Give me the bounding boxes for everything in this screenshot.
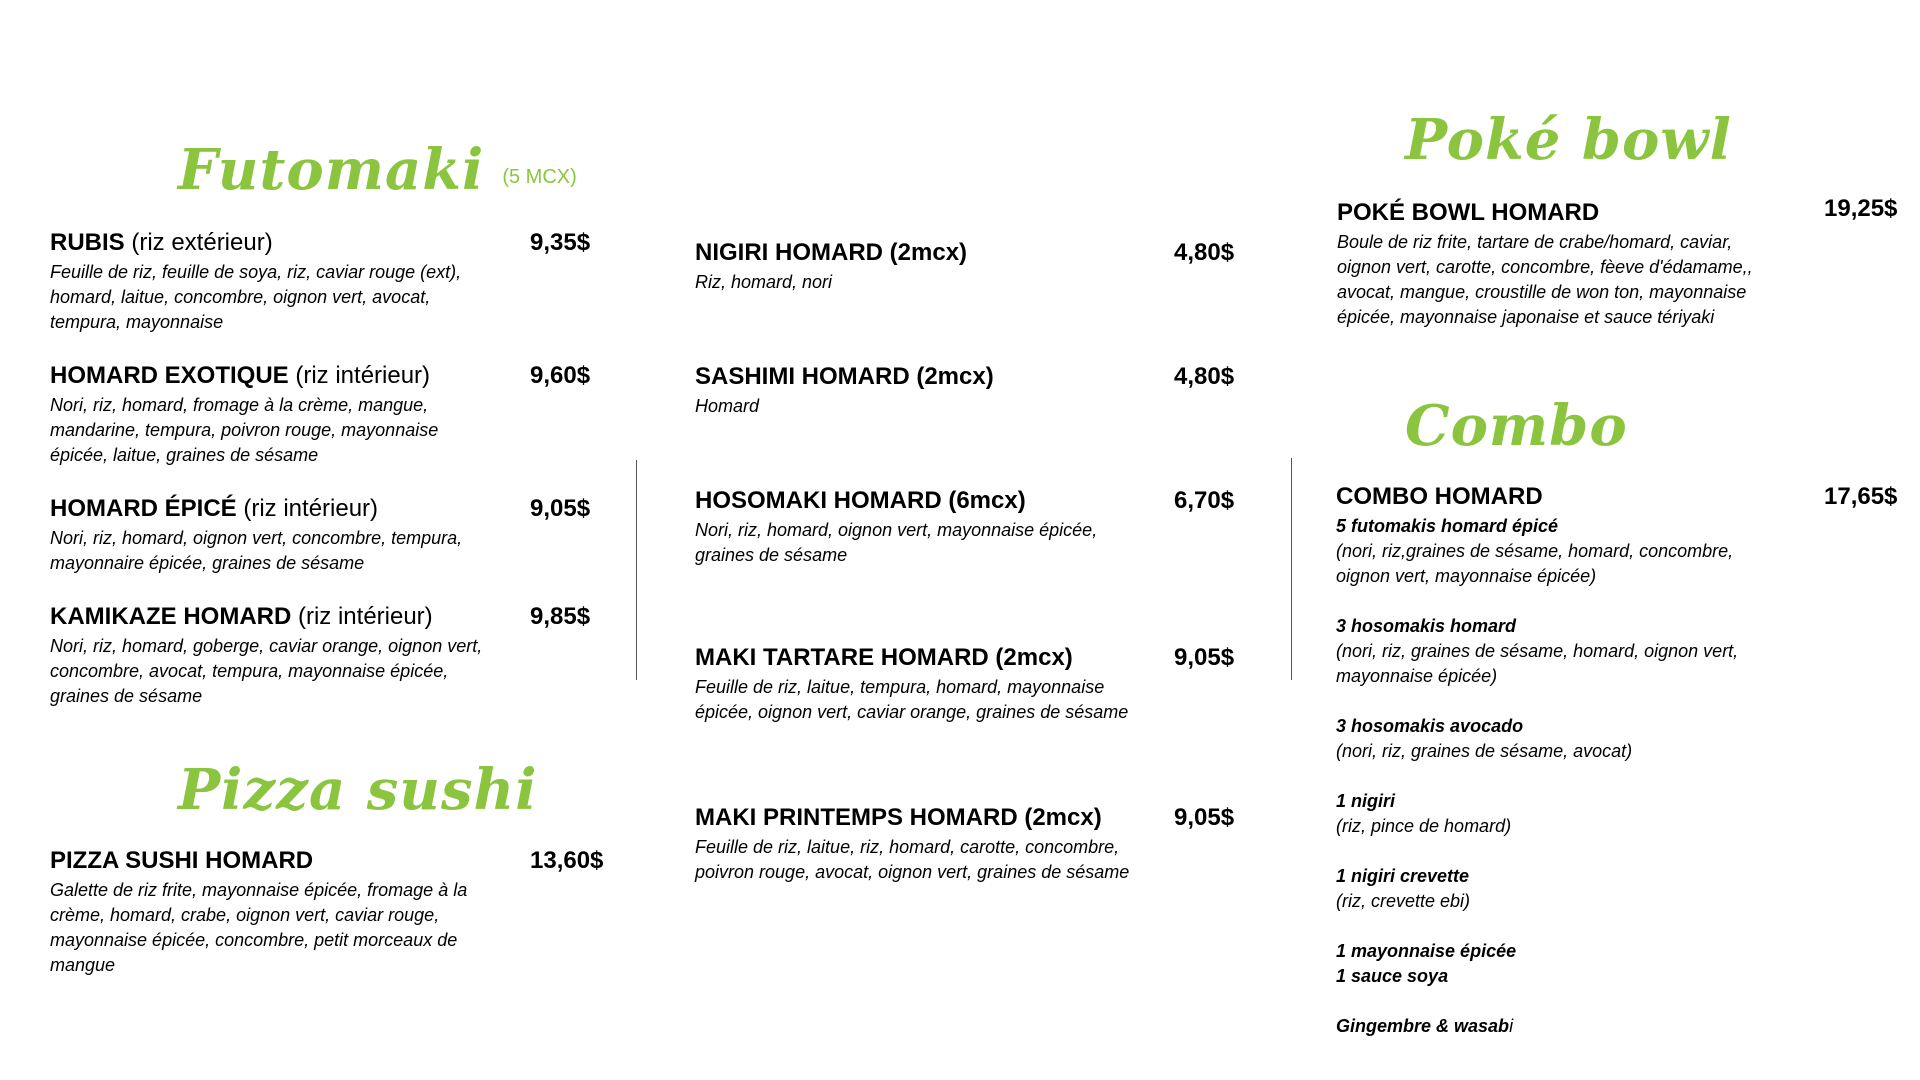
combo-line: 1 nigiri [1336,791,1396,811]
combo-line: (riz, crevette ebi) [1336,891,1471,911]
item-qualifier: (riz intérieur) [291,603,433,630]
item-name: MAKI TARTARE HOMARD (2mcx) [695,644,1073,671]
item-name: RUBIS [50,229,125,256]
item-price: 9,05$ [530,495,591,522]
menu-item-rubis [50,228,500,335]
menu-item-nigiri-homard [695,238,1145,295]
item-qualifier: (riz intérieur) [236,495,379,522]
item-price: 17,65$ [1824,483,1898,510]
combo-line: Gingembre & wasab [1336,1016,1510,1036]
item-price: 19,25$ [1824,195,1898,222]
poke-section-title: Poké bowl [1405,107,1732,173]
item-name: POKÉ BOWL HOMARD [1337,199,1600,226]
combo-line: 5 futomakis homard épicé [1336,516,1559,536]
item-name: MAKI PRINTEMPS HOMARD (2mcx) [695,804,1102,831]
combo-line: 1 sauce soya [1336,966,1449,986]
item-price: 9,05$ [1174,644,1235,671]
combo-contents [1336,514,1766,1039]
menu-item-poke-bowl-homard [1337,198,1767,330]
menu-item-maki-tartare-homard [695,643,1145,725]
combo-line-last [1336,1014,1766,1039]
futomaki-subtitle: (5 MCX) [502,166,577,188]
item-description: Feuille de riz, laitue, riz, homard, carotte, concombre, poivron rouge, avocat, oignon vert, graines de sésame [695,837,1130,882]
menu-item-homard-epice [50,494,480,576]
combo-section-title: Combo [1405,393,1628,459]
item-description: Riz, homard, nori [695,272,833,292]
item-qualifier: (riz intérieur) [288,362,431,389]
item-name: HOMARD EXOTIQUE [50,362,289,389]
item-description: Homard [695,396,760,416]
combo-line: (nori, riz, graines de sésame, avocat) [1336,741,1633,761]
combo-line: 3 hosomakis avocado [1336,716,1524,736]
menu-item-combo-homard [1336,482,1766,1039]
item-price: 9,05$ [1174,804,1235,831]
item-price: 4,80$ [1174,239,1235,266]
item-description: Feuille de riz, feuille de soya, riz, caviar rouge (ext), homard, laitue, concombre, oignon vert, avocat, tempura, mayonnaise [50,262,462,332]
combo-line: (riz, pince de homard) [1336,816,1512,836]
item-description: Nori, riz, homard, oignon vert, concombre, tempura, mayonnaire épicée, graines de sésame [50,528,463,573]
item-name: NIGIRI HOMARD (2mcx) [695,239,968,266]
menu-item-hosomaki-homard [695,486,1115,568]
item-description: Boule de riz frite, tartare de crabe/homard, caviar, oignon vert, carotte, concombre, fèeve d'édamame,, avocat, mangue, croustille de won ton, mayonnaise épicée, mayonnaise japonaise et sauce tériyaki [1337,232,1753,327]
combo-line-tail: i [1509,1016,1514,1036]
item-price: 9,60$ [530,362,591,389]
item-description: Galette de riz frite, mayonnaise épicée, fromage à la crème, homard, crabe, oignon vert, caviar rouge, mayonnaise épicée, concombre, petit morceaux de mangue [50,880,468,975]
combo-line: (nori, riz,graines de sésame, homard, concombre, oignon vert, mayonnaise épicée) [1336,541,1734,586]
menu-item-maki-printemps-homard [695,803,1145,885]
column-divider-right [1291,458,1292,680]
item-qualifier: (riz extérieur) [124,229,273,256]
futomaki-title: Futomaki [178,137,485,203]
item-price: 6,70$ [1174,487,1235,514]
pizza-section-title: Pizza sushi [178,757,538,823]
combo-line: 3 hosomakis homard [1336,616,1517,636]
item-price: 13,60$ [530,847,604,874]
menu-item-pizza-sushi-homard [50,846,490,978]
combo-line: 1 mayonnaise épicée [1336,941,1517,961]
item-description: Nori, riz, homard, goberge, caviar orange, oignon vert, concombre, avocat, tempura, mayonnaise épicée, graines de sésame [50,636,483,706]
item-name: HOMARD ÉPICÉ [50,495,237,522]
item-price: 4,80$ [1174,363,1235,390]
item-description: Nori, riz, homard, fromage à la crème, mangue, mandarine, tempura, poivron rouge, mayonnaise épicée, laitue, graines de sésame [50,395,439,465]
item-name: PIZZA SUSHI HOMARD [50,847,314,874]
item-name: COMBO HOMARD [1336,483,1543,510]
futomaki-section-title [178,137,577,203]
item-description: Feuille de riz, laitue, tempura, homard, mayonnaise épicée, oignon vert, caviar orange, graines de sésame [695,677,1129,722]
column-divider-left [636,460,637,680]
item-price: 9,35$ [530,229,591,256]
item-name: SASHIMI HOMARD (2mcx) [695,363,994,390]
combo-line: 1 nigiri crevette [1336,866,1470,886]
menu-item-sashimi-homard [695,362,1145,419]
combo-line: (nori, riz, graines de sésame, homard, oignon vert, mayonnaise épicée) [1336,641,1739,686]
item-name: KAMIKAZE HOMARD [50,603,292,630]
menu-item-homard-exotique [50,361,480,468]
item-name: HOSOMAKI HOMARD (6mcx) [695,487,1026,514]
item-description: Nori, riz, homard, oignon vert, mayonnaise épicée, graines de sésame [695,520,1098,565]
menu-item-kamikaze-homard [50,602,500,709]
item-price: 9,85$ [530,603,591,630]
